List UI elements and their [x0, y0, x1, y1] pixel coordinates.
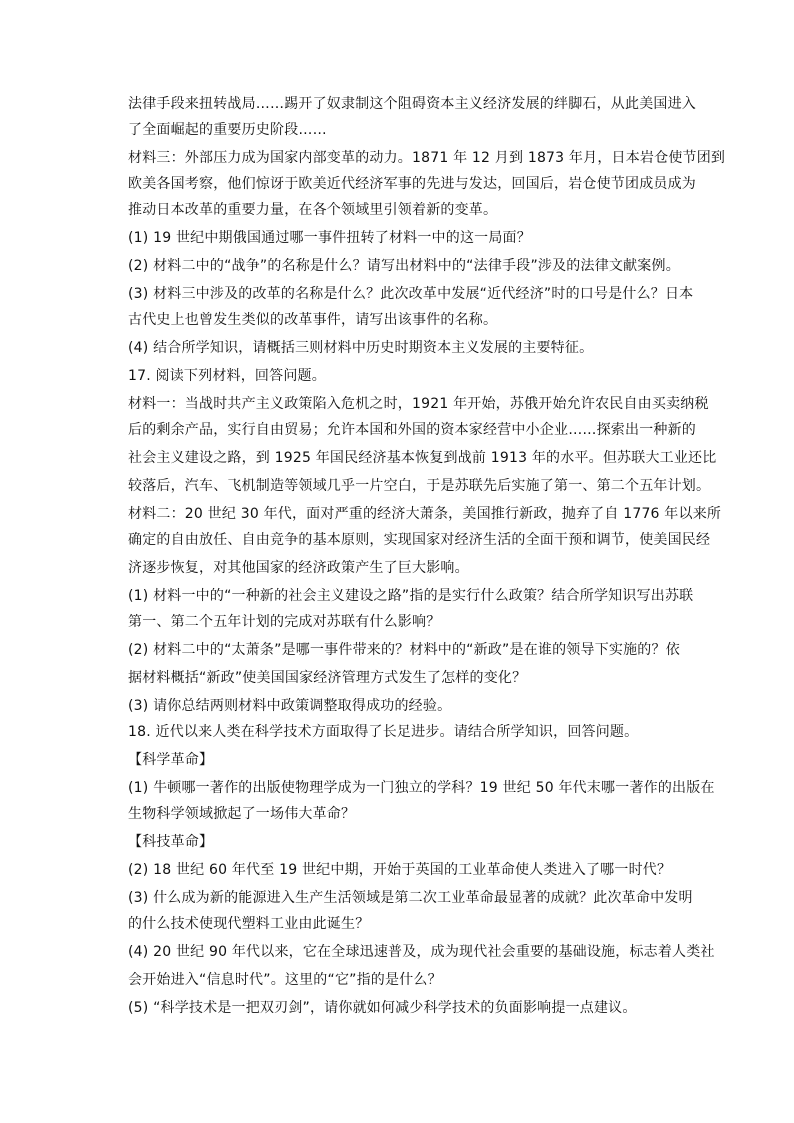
text-line: 较落后，汽车、飞机制造等领域几乎一片空白，于是苏联先后实施了第一、第二个五年计划。 [128, 478, 711, 494]
text-line: 材料一：当战时共产主义政策陷入危机之时，1921 年开始，苏俄开始允许农民自由买卖纳税 [128, 396, 709, 412]
question-line: (4) 结合所学知识，请概括三则材料中历史时期资本主义发展的主要特征。 [128, 340, 594, 356]
text-line: 后的剩余产品，实行自由贸易；允许本国和外国的资本家经营中小企业……探索出一种新的 [128, 422, 696, 438]
question-line: (5) “科学技术是一把双刃剑”，请你就如何减少科学技术的负面影响提一点建议。 [128, 1000, 637, 1016]
text-line: 推动日本改革的重要力量，在各个领域里引领着新的变革。 [128, 202, 498, 218]
question-heading: 17. 阅读下列材料，回答问题。 [128, 368, 326, 384]
text-line: 确定的自由放任、自由竞争的基本原则，实现国家对经济生活的全面干预和调节，使美国民经 [128, 532, 711, 548]
question-line: 第一、第二个五年计划的完成对苏联有什么影响？ [128, 614, 441, 630]
text-line: 济逐步恢复，对其他国家的经济政策产生了巨大影响。 [128, 560, 469, 576]
text-line: 社会主义建设之路，到 1925 年国民经济基本恢复到战前 1913 年的水平。但苏联大工业还比 [128, 450, 717, 466]
question-line: 古代史上也曾发生类似的改革事件，请写出该事件的名称。 [128, 312, 498, 328]
question-line: 生物科学领域掀起了一场伟大革命？ [128, 806, 356, 822]
question-line: 会开始进入“信息时代”。这里的“它”指的是什么？ [128, 972, 442, 988]
question-line: (3) 材料三中涉及的改革的名称是什么？此次改革中发展“近代经济”时的口号是什么？日本 [128, 286, 694, 302]
text-line: 了全面崛起的重要历史阶段…… [128, 122, 327, 138]
question-line: (1) 19 世纪中期俄国通过哪一事件扭转了材料一中的这一局面？ [128, 230, 531, 246]
text-line: 材料三：外部压力成为国家内部变革的动力。1871 年 12 月到 1873 年月，日本岩仓使节团到 [128, 150, 726, 166]
question-line: (4) 20 世纪 90 年代以来，它在全球迅速普及，成为现代社会重要的基础设施，标志着人类社 [128, 944, 715, 960]
question-line: 的什么技术使现代塑料工业由此诞生？ [128, 916, 370, 932]
question-line: (2) 材料二中的“太萧条”是哪一事件带来的？材料中的“新政”是在谁的领导下实施的？依 [128, 642, 680, 658]
question-line: (1) 材料一中的“一种新的社会主义建设之路”指的是实行什么政策？结合所学知识写出苏联 [128, 588, 694, 604]
section-heading: 【科学革命】 [128, 752, 214, 768]
question-heading: 18. 近代以来人类在科学技术方面取得了长足进步。请结合所学知识，回答问题。 [128, 724, 639, 740]
question-line: (3) 请你总结两则材料中政策调整取得成功的经验。 [128, 698, 452, 714]
question-line: 据材料概括“新政”使美国国家经济管理方式发生了怎样的变化？ [128, 670, 527, 686]
question-line: (3) 什么成为新的能源进入生产生活领域是第二次工业革命最显著的成就？此次革命中发明 [128, 890, 693, 906]
question-line: (2) 18 世纪 60 年代至 19 世纪中期，开始于英国的工业革命使人类进入了哪一时代？ [128, 862, 672, 878]
text-line: 材料二：20 世纪 30 年代，面对严重的经济大萧条，美国推行新政，抛弃了自 1776 年以来所 [128, 506, 722, 522]
question-line: (1) 牛顿哪一著作的出版使物理学成为一门独立的学科？19 世纪 50 年代末哪一著作的出版在 [128, 780, 715, 796]
text-line: 法律手段来扭转战局……踢开了奴隶制这个阻碍资本主义经济发展的绊脚石，从此美国进入 [128, 96, 696, 112]
text-line: 欧美各国考察，他们惊讶于欧美近代经济军事的先进与发达，回国后，岩仓使节团成员成为 [128, 176, 696, 192]
question-line: (2) 材料二中的“战争”的名称是什么？请写出材料中的“法律手段”涉及的法律文献案例。 [128, 258, 680, 274]
section-heading: 【科技革命】 [128, 834, 214, 850]
